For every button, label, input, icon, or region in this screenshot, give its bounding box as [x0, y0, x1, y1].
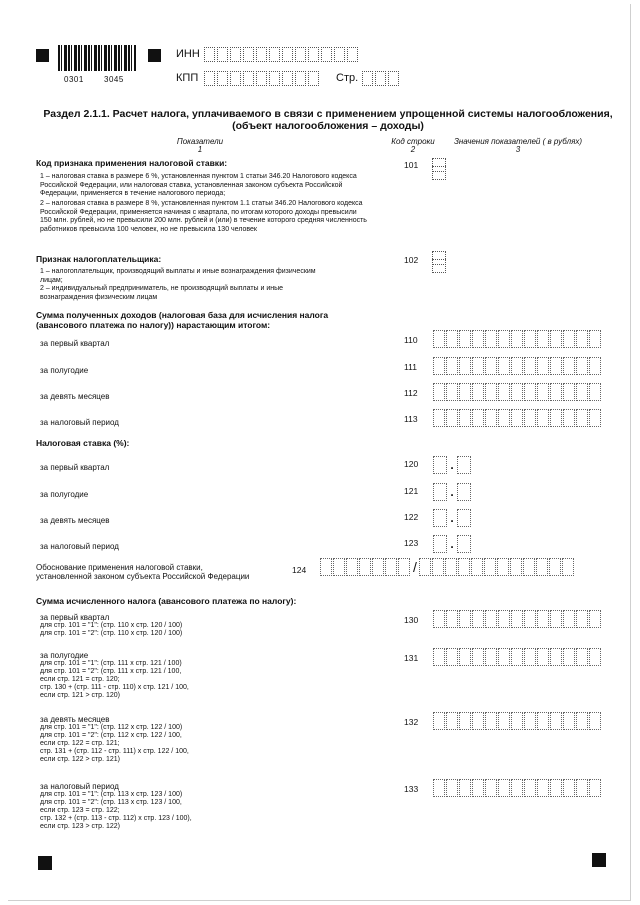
col-header-code: Код строки — [391, 137, 435, 146]
input-cell[interactable] — [459, 330, 471, 348]
formula-line: для стр. 101 = "2": (стр. 113 х стр. 123 / 100, — [40, 799, 182, 806]
line-code-111: 111 — [404, 362, 417, 372]
input-cell[interactable] — [269, 47, 280, 62]
input-cell[interactable] — [433, 648, 445, 666]
input-cell[interactable] — [459, 409, 471, 427]
input-cell[interactable] — [511, 648, 523, 666]
input-cell[interactable] — [459, 779, 471, 797]
rate-justification-label-2: установленной законом субъекта Российской Федерации — [36, 572, 250, 581]
field-130[interactable] — [433, 610, 602, 628]
input-cell[interactable] — [576, 330, 588, 348]
page-number-field[interactable] — [362, 71, 401, 86]
input-cell[interactable] — [446, 409, 458, 427]
input-cell[interactable] — [550, 779, 562, 797]
input-cell[interactable] — [320, 558, 332, 576]
input-cell[interactable] — [204, 47, 215, 62]
line-code-101: 101 — [404, 160, 419, 170]
corner-marker-top-left — [36, 49, 49, 62]
section-subtitle: (объект налогообложения – доходы) — [232, 120, 424, 132]
input-cell[interactable] — [433, 330, 445, 348]
input-cell[interactable] — [511, 712, 523, 730]
line-code-122: 122 — [404, 512, 419, 522]
input-cell[interactable] — [537, 648, 549, 666]
line-code-133: 133 — [404, 784, 419, 794]
line-code-113: 113 — [404, 414, 418, 424]
tax-formula-131 — [40, 652, 189, 700]
input-cell[interactable] — [485, 712, 497, 730]
input-cell[interactable] — [347, 47, 358, 62]
input-cell[interactable] — [576, 383, 588, 401]
line-code-102: 102 — [404, 255, 419, 265]
input-cell[interactable] — [433, 357, 445, 375]
formula-line: если стр. 123 = стр. 122; — [40, 807, 120, 814]
input-cell[interactable] — [589, 383, 601, 401]
input-cell[interactable] — [524, 648, 536, 666]
income-year-label: за налоговый период — [40, 418, 119, 427]
input-cell[interactable] — [524, 383, 536, 401]
input-cell[interactable] — [217, 47, 228, 62]
input-cell[interactable] — [589, 409, 601, 427]
input-cell[interactable] — [446, 383, 458, 401]
input-cell[interactable] — [589, 779, 601, 797]
rate-year-label: за налоговый период — [40, 542, 119, 551]
field-102-lower[interactable] — [432, 259, 446, 273]
input-cell[interactable] — [498, 330, 510, 348]
line-code-112: 112 — [404, 388, 418, 398]
input-cell[interactable] — [472, 779, 484, 797]
input-cell[interactable] — [388, 71, 399, 86]
input-cell[interactable] — [321, 47, 332, 62]
input-cell[interactable] — [497, 558, 509, 576]
input-cell[interactable] — [362, 71, 373, 86]
input-cell[interactable] — [589, 357, 601, 375]
inn-field[interactable] — [204, 47, 360, 62]
input-cell[interactable] — [563, 648, 575, 666]
input-cell[interactable] — [256, 71, 267, 86]
tax-rate-heading: Налоговая ставка (%): — [36, 438, 130, 448]
taxpayer-type-heading: Признак налогоплательщика: — [36, 254, 162, 264]
input-cell[interactable] — [563, 712, 575, 730]
line-code-130: 130 — [404, 615, 419, 625]
input-cell[interactable] — [563, 330, 575, 348]
field-101-lower[interactable] — [432, 166, 446, 180]
input-cell[interactable] — [282, 47, 293, 62]
input-cell[interactable] — [484, 558, 496, 576]
input-cell[interactable] — [433, 610, 445, 628]
input-cell[interactable] — [372, 558, 384, 576]
line-code-120: 120 — [404, 459, 419, 469]
col-header-code-num: 2 — [410, 145, 416, 154]
input-cell[interactable] — [459, 357, 471, 375]
rate-code-option-1: 1 – налоговая ставка в размере 6 %, установленная пунктом 1 статьи 346.20 Налогового кодекса Российской Федерации, или налоговая ставка, установленная законом субъекта Российской Федерации, применяется в течение налогового периода; — [40, 173, 357, 197]
input-cell[interactable] — [230, 47, 241, 62]
input-cell[interactable] — [433, 779, 445, 797]
input-cell[interactable] — [524, 357, 536, 375]
input-cell[interactable] — [524, 779, 536, 797]
input-cell[interactable] — [550, 330, 562, 348]
input-cell[interactable] — [524, 409, 536, 427]
input-cell[interactable] — [243, 71, 254, 86]
input-cell[interactable] — [550, 712, 562, 730]
input-cell[interactable] — [563, 610, 575, 628]
separator-slash: / — [413, 559, 417, 575]
input-cell[interactable] — [537, 610, 549, 628]
line-code-124: 124 — [292, 565, 307, 575]
input-cell[interactable] — [576, 610, 588, 628]
tax-formula-130 — [40, 614, 182, 638]
input-cell[interactable] — [511, 330, 523, 348]
col-header-values: Значения показателей ( в рублях) — [453, 137, 583, 146]
col-header-indicators: Показатели — [176, 137, 224, 146]
field-110[interactable] — [433, 330, 602, 348]
line-code-110: 110 — [404, 335, 418, 345]
input-cell[interactable] — [433, 409, 445, 427]
input-cell[interactable] — [308, 47, 319, 62]
income-9m-label: за девять месяцев — [40, 392, 110, 401]
formula-line: если стр. 123 > стр. 122) — [40, 823, 120, 830]
input-cell[interactable] — [563, 383, 575, 401]
formula-line: если стр. 121 = стр. 120; — [40, 676, 120, 683]
input-cell[interactable] — [419, 558, 431, 576]
input-cell[interactable] — [576, 357, 588, 375]
input-cell[interactable] — [562, 558, 574, 576]
input-cell[interactable] — [217, 71, 228, 86]
input-cell[interactable] — [459, 610, 471, 628]
input-cell[interactable] — [485, 383, 497, 401]
input-cell[interactable] — [485, 330, 497, 348]
input-cell[interactable] — [446, 712, 458, 730]
inn-label: ИНН — [176, 48, 200, 60]
formula-line: для стр. 101 = "1": (стр. 112 х стр. 122 / 100) — [40, 724, 183, 731]
input-cell[interactable] — [472, 357, 484, 375]
input-cell[interactable] — [472, 409, 484, 427]
input-cell[interactable] — [471, 558, 483, 576]
tax-formula-133 — [40, 783, 192, 831]
col-header-indicators-num: 1 — [197, 145, 203, 154]
input-cell[interactable] — [550, 357, 562, 375]
input-cell[interactable] — [563, 409, 575, 427]
line-code-132: 132 — [404, 717, 419, 727]
income-q1-label: за первый квартал — [40, 339, 110, 348]
income-h1-label: за полугодие — [40, 366, 89, 375]
input-cell[interactable] — [295, 71, 306, 86]
input-cell[interactable] — [589, 712, 601, 730]
tax-period-label: за девять месяцев — [40, 715, 110, 724]
input-cell[interactable] — [511, 779, 523, 797]
input-cell[interactable] — [485, 648, 497, 666]
kpp-field[interactable] — [204, 71, 321, 86]
page-label: Стр. — [336, 72, 359, 84]
line-code-131: 131 — [404, 653, 419, 663]
field-120[interactable]: . — [433, 456, 471, 474]
barcode-number-right: 3045 — [104, 75, 124, 84]
input-cell[interactable] — [511, 409, 523, 427]
formula-line: стр. 131 + (стр. 112 - стр. 111) х стр. 122 / 100, — [40, 748, 189, 755]
input-cell[interactable] — [269, 71, 280, 86]
input-cell[interactable] — [485, 409, 497, 427]
formula-line: если стр. 122 = стр. 121; — [40, 740, 120, 747]
input-cell[interactable] — [537, 330, 549, 348]
input-cell[interactable] — [459, 383, 471, 401]
input-cell[interactable] — [446, 779, 458, 797]
formula-line: если стр. 121 > стр. 120) — [40, 692, 120, 699]
field-123[interactable]: . — [433, 535, 471, 553]
line-code-121: 121 — [404, 486, 419, 496]
input-cell[interactable] — [485, 357, 497, 375]
tax-period-label: за налоговый период — [40, 782, 119, 791]
input-cell[interactable] — [446, 330, 458, 348]
input-cell[interactable] — [563, 779, 575, 797]
input-cell[interactable] — [550, 648, 562, 666]
input-cell[interactable] — [375, 71, 386, 86]
input-cell[interactable] — [549, 558, 561, 576]
tax-sum-heading: Сумма исчисленного налога (авансового платежа по налогу): — [36, 596, 297, 606]
input-cell[interactable] — [537, 383, 549, 401]
formula-line: для стр. 101 = "1": (стр. 110 х стр. 120 / 100) — [40, 622, 183, 629]
input-cell[interactable] — [459, 648, 471, 666]
input-cell[interactable] — [334, 47, 345, 62]
formula-line: для стр. 101 = "1": (стр. 111 х стр. 121 / 100) — [40, 660, 182, 667]
col-header-values-num: 3 — [515, 145, 521, 154]
input-cell[interactable] — [446, 648, 458, 666]
field-131[interactable] — [433, 648, 602, 666]
input-cell[interactable] — [433, 383, 445, 401]
input-cell[interactable] — [524, 330, 536, 348]
input-cell[interactable] — [485, 779, 497, 797]
input-cell[interactable] — [432, 558, 444, 576]
input-cell[interactable] — [446, 357, 458, 375]
tax-period-label: за первый квартал — [40, 613, 110, 622]
line-code-123: 123 — [404, 538, 419, 548]
rate-9m-label: за девять месяцев — [40, 516, 110, 525]
input-cell[interactable] — [498, 779, 510, 797]
input-cell[interactable] — [589, 648, 601, 666]
tax-formula-132 — [40, 716, 189, 764]
input-cell[interactable] — [510, 558, 522, 576]
field-121[interactable]: . — [433, 483, 471, 501]
input-cell[interactable] — [498, 712, 510, 730]
rate-h1-label: за полугодие — [40, 490, 89, 499]
input-cell[interactable] — [498, 610, 510, 628]
field-111[interactable] — [433, 357, 602, 375]
input-cell[interactable] — [498, 383, 510, 401]
field-124[interactable] — [320, 558, 575, 576]
field-133[interactable] — [433, 779, 602, 797]
input-cell[interactable] — [359, 558, 371, 576]
formula-line: для стр. 101 = "2": (стр. 110 х стр. 120 / 100) — [40, 630, 183, 637]
field-112[interactable] — [433, 383, 602, 401]
input-cell[interactable] — [230, 71, 241, 86]
input-cell[interactable] — [204, 71, 215, 86]
input-cell[interactable] — [589, 330, 601, 348]
input-cell[interactable] — [472, 610, 484, 628]
corner-marker-bottom-left — [38, 856, 52, 870]
formula-line: для стр. 101 = "2": (стр. 111 х стр. 121 / 100, — [40, 668, 182, 675]
taxpayer-type-option-2: 2 – индивидуальный предприниматель, не производящий выплаты и иные вознаграждения физическим лицам — [40, 285, 284, 301]
input-cell[interactable] — [458, 558, 470, 576]
input-cell[interactable] — [295, 47, 306, 62]
input-cell[interactable] — [511, 383, 523, 401]
field-113[interactable] — [433, 409, 602, 427]
barcode-number-left: 0301 — [64, 75, 84, 84]
input-cell[interactable] — [550, 409, 562, 427]
input-cell[interactable] — [524, 712, 536, 730]
input-cell[interactable] — [446, 610, 458, 628]
input-cell[interactable] — [523, 558, 535, 576]
input-cell[interactable] — [459, 712, 471, 730]
input-cell[interactable] — [498, 357, 510, 375]
input-cell[interactable] — [308, 71, 319, 86]
kpp-label: КПП — [176, 72, 199, 84]
rate-justification-label-1: Обоснование применения налоговой ставки, — [36, 563, 203, 572]
input-cell[interactable] — [537, 779, 549, 797]
corner-marker-top-mid — [148, 49, 161, 62]
rate-code-option-2: 2 – налоговая ставка в размере 8 %, установленная пунктом 1.1 статьи 346.20 Налогового кодекса Российской Федерации, применяется начиная с квартала, по итогам которого доходы превысили 150 млн. рублей, но не превысили 200 млн. рублей и (или) в течение которого средняя численность работников превысила 100 человек, но не превысила 130 человек — [40, 200, 367, 233]
input-cell[interactable] — [576, 409, 588, 427]
income-heading: Сумма полученных доходов (налоговая база для исчисления налога (авансового платежа по налогу)) нарастающим итогом: — [36, 310, 329, 330]
input-cell[interactable] — [472, 383, 484, 401]
input-cell[interactable] — [550, 610, 562, 628]
input-cell[interactable] — [550, 383, 562, 401]
input-cell[interactable] — [398, 558, 410, 576]
field-122[interactable]: . — [433, 509, 471, 527]
input-cell[interactable] — [563, 357, 575, 375]
input-cell[interactable] — [536, 558, 548, 576]
input-cell[interactable] — [537, 712, 549, 730]
taxpayer-type-option-1: 1 – налогоплательщик, производящий выплаты и иные вознаграждения физическим лицам; — [40, 268, 316, 284]
formula-line: для стр. 101 = "2": (стр. 112 х стр. 122 / 100, — [40, 732, 182, 739]
input-cell[interactable] — [524, 610, 536, 628]
formula-line: стр. 130 + (стр. 111 - стр. 110) х стр. 121 / 100, — [40, 684, 189, 691]
input-cell[interactable] — [445, 558, 457, 576]
input-cell[interactable] — [333, 558, 345, 576]
input-cell[interactable] — [472, 330, 484, 348]
input-cell[interactable] — [485, 610, 497, 628]
corner-marker-bottom-right — [592, 853, 606, 867]
input-cell[interactable] — [498, 409, 510, 427]
tax-period-label: за полугодие — [40, 651, 89, 660]
input-cell[interactable] — [576, 779, 588, 797]
formula-line: стр. 132 + (стр. 113 - стр. 112) х стр. 123 / 100), — [40, 815, 192, 822]
input-cell[interactable] — [256, 47, 267, 62]
section-title: Раздел 2.1.1. Расчет налога, уплачиваемого в связи с применением упрощенной системы налогообложения, — [43, 108, 613, 120]
field-132[interactable] — [433, 712, 602, 730]
barcode — [58, 45, 136, 71]
input-cell[interactable] — [576, 648, 588, 666]
input-cell[interactable] — [433, 712, 445, 730]
formula-line: если стр. 122 > стр. 121) — [40, 756, 120, 763]
input-cell[interactable] — [472, 712, 484, 730]
rate-code-heading: Код признака применения налоговой ставки: — [36, 158, 228, 168]
input-cell[interactable] — [537, 409, 549, 427]
rate-q1-label: за первый квартал — [40, 463, 110, 472]
input-cell[interactable] — [511, 357, 523, 375]
input-cell[interactable] — [537, 357, 549, 375]
input-cell[interactable] — [576, 712, 588, 730]
input-cell[interactable] — [511, 610, 523, 628]
input-cell[interactable] — [472, 648, 484, 666]
input-cell[interactable] — [589, 610, 601, 628]
input-cell[interactable] — [498, 648, 510, 666]
input-cell[interactable] — [282, 71, 293, 86]
input-cell[interactable] — [346, 558, 358, 576]
input-cell[interactable] — [385, 558, 397, 576]
formula-line: для стр. 101 = "1": (стр. 113 х стр. 123 / 100) — [40, 791, 183, 798]
input-cell[interactable] — [243, 47, 254, 62]
